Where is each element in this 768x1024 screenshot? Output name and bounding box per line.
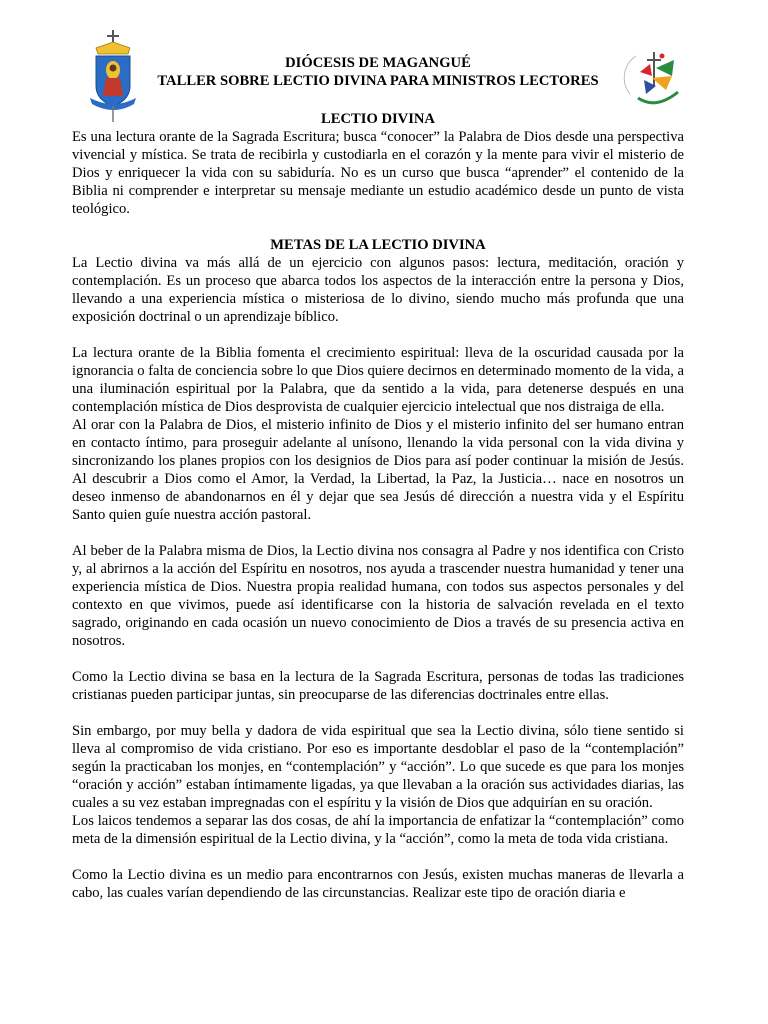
paragraph-goals-2: La lectura orante de la Biblia fomenta el crecimiento espiritual: lleva de la oscuridad causada por la ignorancia o falta de conciencia sobre lo que Dios quiere decirnos en determinado momento de la vida, a una iluminación espiritual por la Palabra, que da sentido a la vida, para detenerse después en una contemplación mística de Dios desprovista de cualquier ejercicio intelectual que nos distraiga de ella.: [72, 345, 684, 415]
paragraph-goals-4: Al beber de la Palabra misma de Dios, la Lectio divina nos consagra al Padre y nos identifica con Cristo y, al abrirnos a la acción del Espíritu en nosotros, nos ayuda a trascender nuestra humanidad y tener una experiencia mística de Dios. Nuestra propia realidad humana, con todos sus aspectos personales y del contexto en que vivimos, puede así identificarse con la historia de salvación revelada en el texto sagrado, originando en cada ocasión un nuevo conocimiento de Dios a través de su presencia activa en nosotros.: [72, 543, 684, 649]
document-page: [72, 52, 684, 902]
workshop-title: TALLER SOBRE LECTIO DIVINA PARA MINISTROS LECTORES: [157, 73, 599, 89]
pilgrims-of-hope-logo-icon: [616, 46, 688, 110]
paragraph-goals-3: Al orar con la Palabra de Dios, el misterio infinito de Dios y el misterio infinito del ser humano entran en contacto íntimo, para proseguir adelante al unísono, llenando la vida personal con la vida divina y sincronizando los planes propios con los designios de Dios para así poder continuar la misión de Jesús. Al descubrir a Dios como el Amor, la Verdad, la Libertad, la Paz, la Justicia… nace en nosotros un deseo inmenso de abandonarnos en él y dejar que sea Jesús dé dirección a nuestra vida y el Espíritu Santo quien guíe nuestra acción pastoral.: [72, 417, 684, 523]
section-title-lectio-divina: LECTIO DIVINA: [321, 111, 435, 127]
document-header: [72, 52, 684, 110]
paragraph-goals-1: La Lectio divina va más allá de un ejercicio con algunos pasos: lectura, meditación, oración y contemplación. Es un proceso que abarca todos los aspectos de la interacción entre la persona y Dios, llevando a una experiencia mística o misteriosa de lo divino, siendo mucho más profunda que una exposición doctrinal o un aprendizaje bíblico.: [72, 255, 684, 325]
paragraph-goals-6: Sin embargo, por muy bella y dadora de vida espiritual que sea la Lectio divina, sólo tiene sentido si lleva al compromiso de vida cristiano. Por eso es importante desdoblar el paso de la “contemplación” según la practicaban los monjes, en “contemplación” y “acción”. Lo que sucede es que para los monjes “oración y acción” estaban íntimamente ligadas, ya que llevaban a la oración sus actividades diarias, las cuales a su vez estaban impregnadas con el espíritu y la visión de Dios que adquirían en su oración.: [72, 723, 684, 811]
paragraph-goals-7: Los laicos tendemos a separar las dos cosas, de ahí la importancia de enfatizar la “contemplación” como meta de la dimensión espiritual de la Lectio divina, y la “acción”, como la meta de toda vida cristiana.: [72, 813, 684, 847]
paragraph-goals-8: Como la Lectio divina es un medio para encontrarnos con Jesús, existen muchas maneras de llevarla a cabo, las cuales varían dependiendo de las circunstancias. Realizar este tipo de oración diaria e: [72, 867, 684, 901]
paragraph-goals-5: Como la Lectio divina se basa en la lectura de la Sagrada Escritura, personas de todas las tradiciones cristianas pueden participar juntas, sin preocuparse de las diferencias doctrinales entre ellas.: [72, 669, 684, 703]
diocese-name: DIÓCESIS DE MAGANGUÉ: [285, 55, 471, 71]
paragraph-definition: Es una lectura orante de la Sagrada Escritura; busca “conocer” la Palabra de Dios desde una perspectiva vivencial y mística. Se trata de recibirla y custodiarla en el corazón y la mente para vivir el misterio de Dios y enriquecer la vida con su sabiduría. No es un curso que busca “aprender” el contenido de la Biblia ni comprender e interpretar su mensaje mediante un estudio académico desde un punto de vista teológico.: [72, 129, 684, 217]
section-title-goals: METAS DE LA LECTIO DIVINA: [270, 237, 486, 253]
